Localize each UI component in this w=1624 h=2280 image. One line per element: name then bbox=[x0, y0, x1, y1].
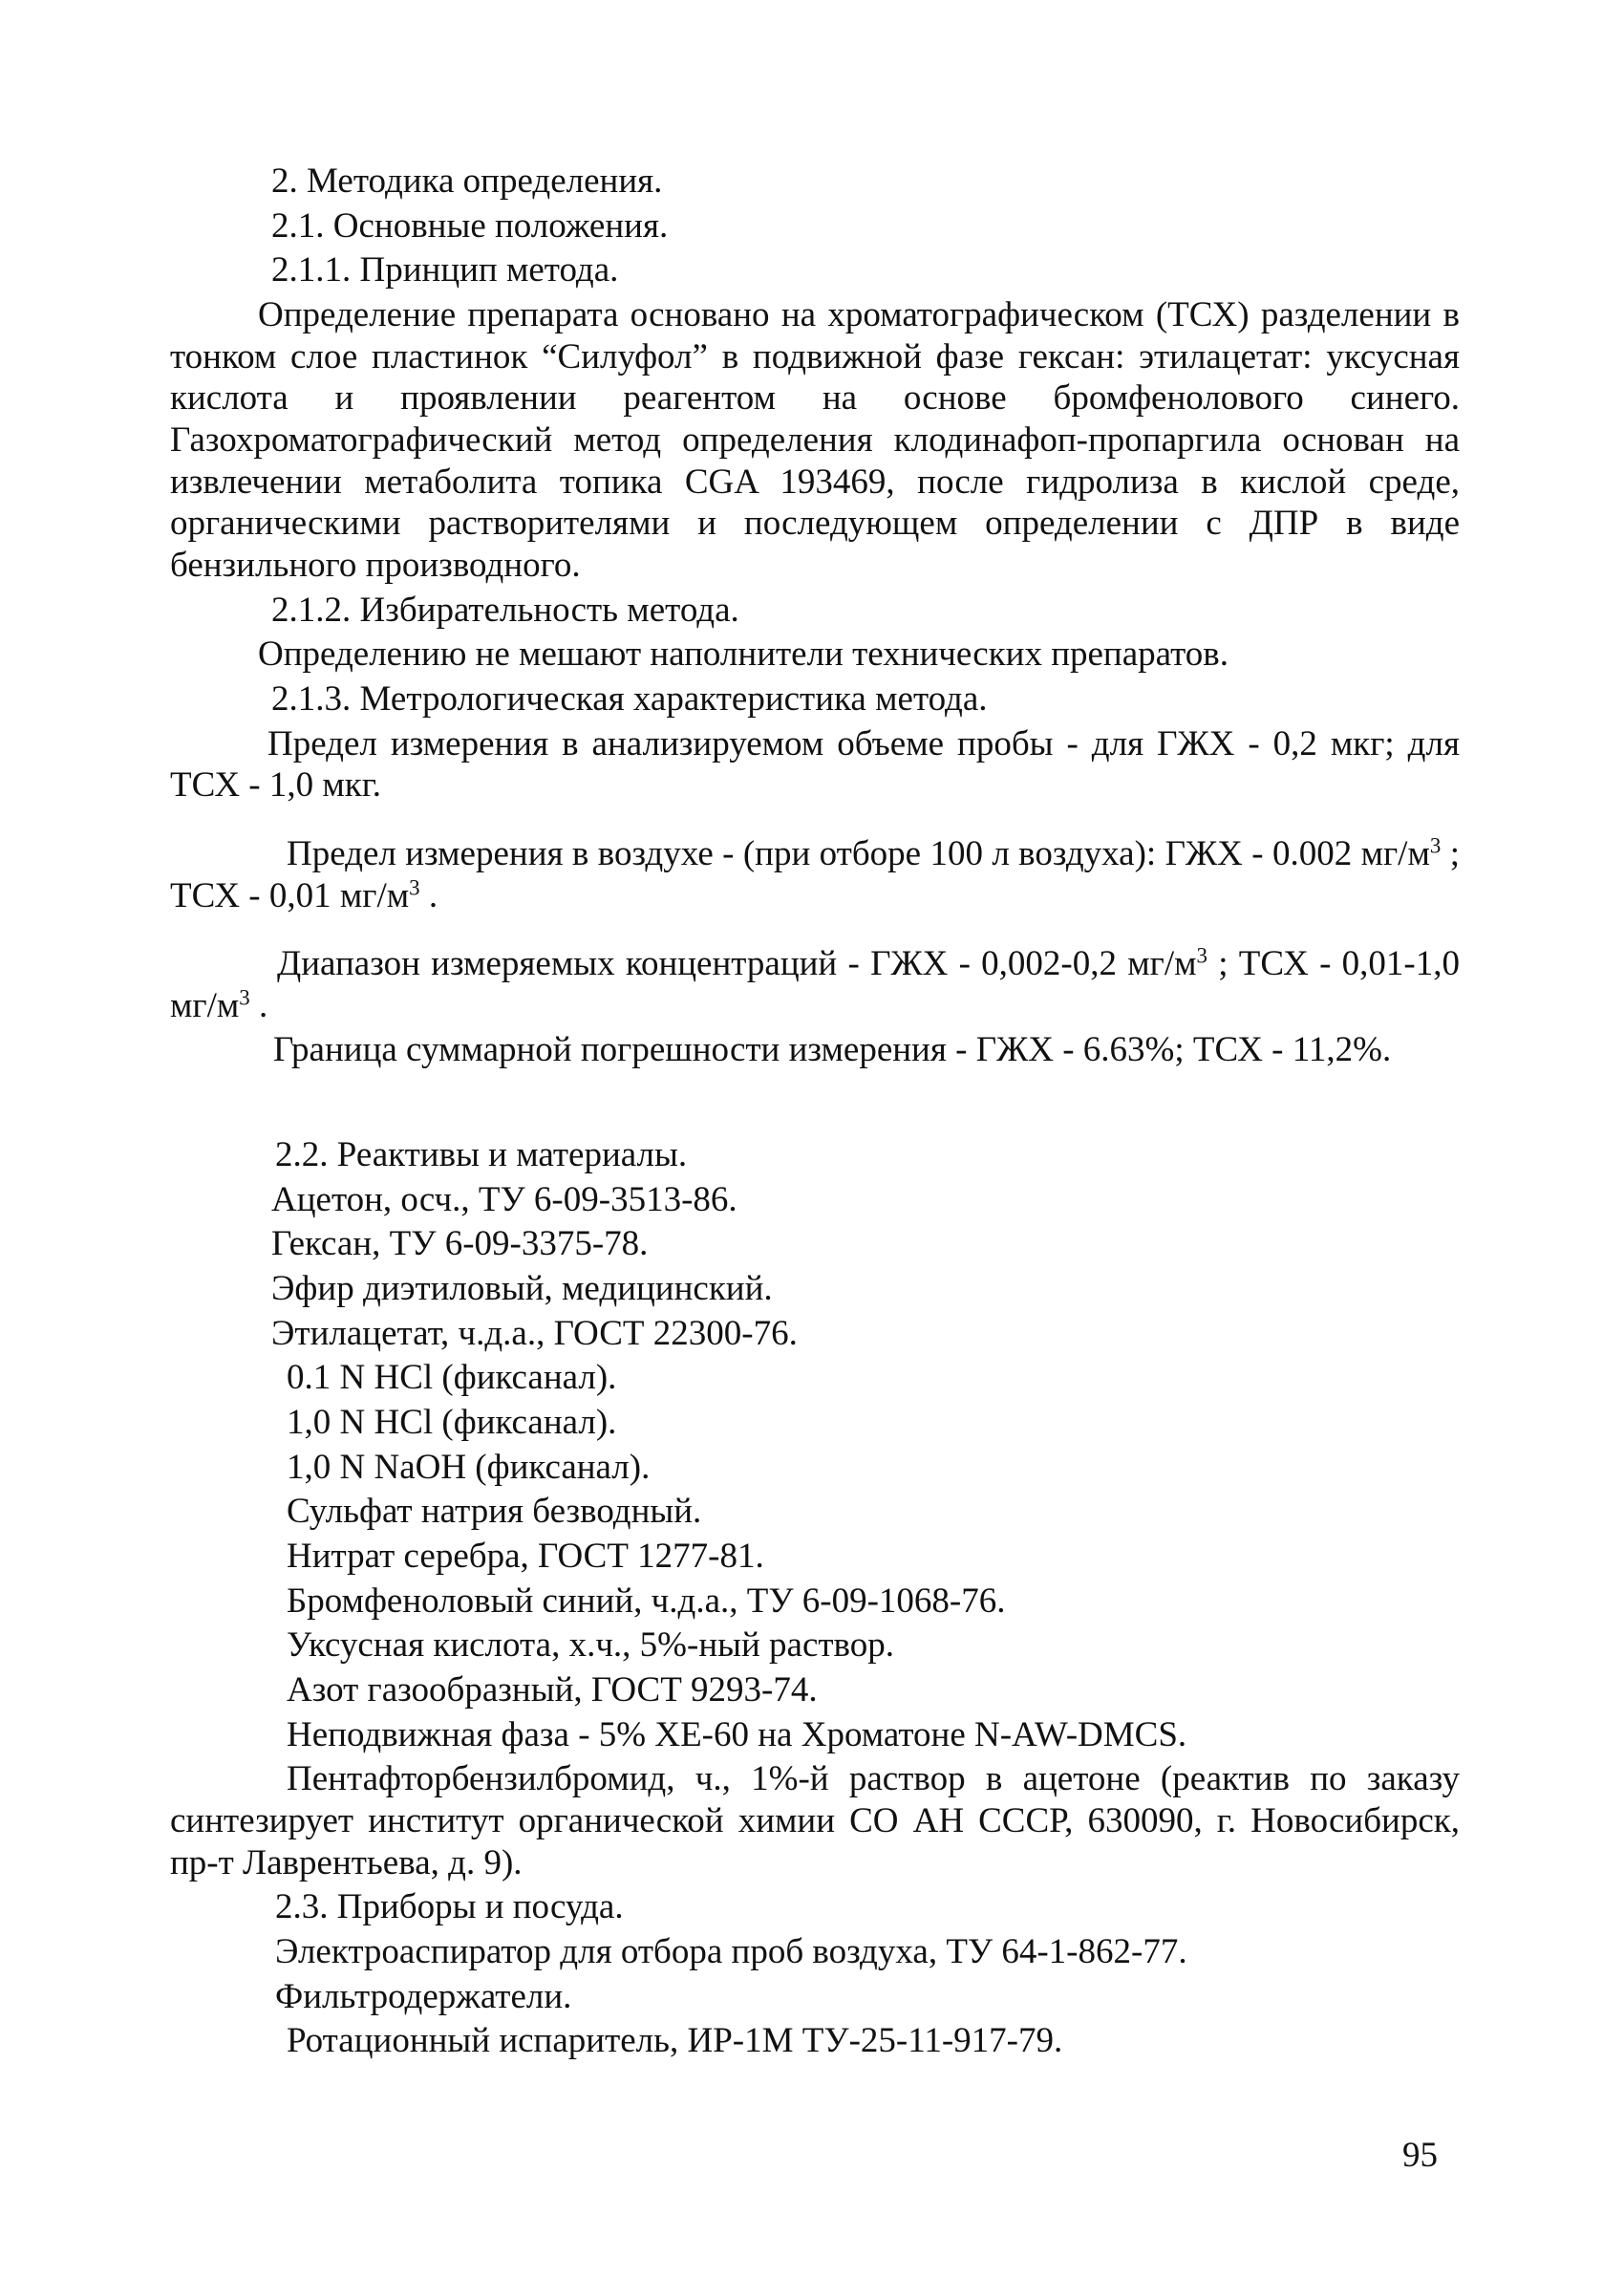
list-item: Ротационный испаритель, ИР-1М ТУ-25-11-917-79. bbox=[287, 2021, 1063, 2061]
equipment-list bbox=[170, 1931, 1460, 2062]
list-item: Эфир диэтиловый, медицинский. bbox=[271, 1269, 773, 1309]
range-paragraph: Диапазон измеряемых концентраций - ГЖХ - 0,002-0,2 $мг/м^3$ ; ТСХ - 0,01-1,0 $мг/м^3$ . bbox=[170, 943, 1460, 1025]
list-item: Фильтродержатели. bbox=[275, 1976, 572, 2016]
list-item: Уксусная кислота, х.ч., 5%-ный раствор. bbox=[287, 1625, 895, 1666]
pfbb-paragraph: Пентафторбензилбромид, ч., 1%-й раствор в ацетоне (реактив по заказу синтезирует институт органической химии СО АН СССР, 630090, г. Новосибирск, пр-т Лаврентьева, д. 9). bbox=[170, 1759, 1460, 1882]
list-item: 0.1 N HCl (фиксанал). bbox=[287, 1358, 617, 1398]
limit-air-paragraph: Предел измерения в воздухе - (при отборе 100 л воздуха): ГЖХ - 0.002 $мг/м^3$ ; ТСХ - 0,01 $мг/м^3$ . bbox=[170, 833, 1460, 915]
section-2-1-heading: 2.1. Основные положения. bbox=[271, 205, 669, 246]
section-2-2-heading: 2.2. Реактивы и материалы. bbox=[275, 1135, 688, 1175]
list-item: Нитрат серебра, ГОСТ 1277-81. bbox=[287, 1537, 764, 1577]
list-item: Гексан, ТУ 6-09-3375-78. bbox=[271, 1224, 649, 1264]
selectivity-paragraph: Определению не мешают наполнители технических препаратов. bbox=[258, 635, 1229, 675]
list-item: Сульфат натрия безводный. bbox=[287, 1492, 702, 1532]
list-item: Неподвижная фаза - 5% ХЕ-60 на Хроматоне N-AW-DMCS. bbox=[287, 1714, 1187, 1754]
principle-paragraph: Определение препарата основано на хроматографическом (ТСХ) разделении в тонком слое пластинок “Силуфол” в подвижной фазе гексан: этилацетат: уксусная кислота и проявлении реагентом на основе бромфенолового синего. Газохроматографический метод определения клодинафоп-пропаргила основан на извлечении метаболита топика CGA 193469, после гидролиза в кислой среде, органическими растворителями и последующем определении с ДПР в виде бензильного производного. bbox=[170, 294, 1460, 585]
error-paragraph: Граница суммарной погрешности измерения - ГЖХ - 6.63%; ТСХ - 11,2%. bbox=[273, 1030, 1392, 1070]
page-number: 95 bbox=[1402, 2136, 1438, 2175]
section-2-heading: 2. Методика определения. bbox=[271, 161, 663, 201]
section-2-1-1-heading: 2.1.1. Принцип метода. bbox=[271, 250, 619, 290]
section-2-1-3-heading: 2.1.3. Метрологическая характеристика метода. bbox=[271, 678, 988, 719]
list-item: Азот газообразный, ГОСТ 9293-74. bbox=[287, 1670, 818, 1710]
list-item: Этилацетат, ч.д.а., ГОСТ 22300-76. bbox=[271, 1313, 798, 1353]
list-item: Бромфеноловый синий, ч.д.а., ТУ 6-09-1068-76. bbox=[287, 1581, 1006, 1621]
section-2-1-2-heading: 2.1.2. Избирательность метода. bbox=[271, 590, 739, 630]
section-2-3-heading: 2.3. Приборы и посуда. bbox=[275, 1887, 624, 1927]
list-item: 1,0 N HCl (фиксанал). bbox=[287, 1403, 617, 1443]
limit-sample-paragraph: Предел измерения в анализируемом объеме пробы - для ГЖХ - 0,2 мкг; для ТСХ - 1,0 мкг. bbox=[170, 723, 1460, 806]
list-item: Ацетон, осч., ТУ 6-09-3513-86. bbox=[271, 1179, 737, 1219]
list-item: Электроаспиратор для отбора проб воздуха, ТУ 64-1-862-77. bbox=[275, 1931, 1187, 1971]
list-item: 1,0 N NaOH (фиксанал). bbox=[287, 1447, 651, 1487]
document-body bbox=[170, 161, 1460, 2065]
reagents-list bbox=[170, 1179, 1460, 1756]
